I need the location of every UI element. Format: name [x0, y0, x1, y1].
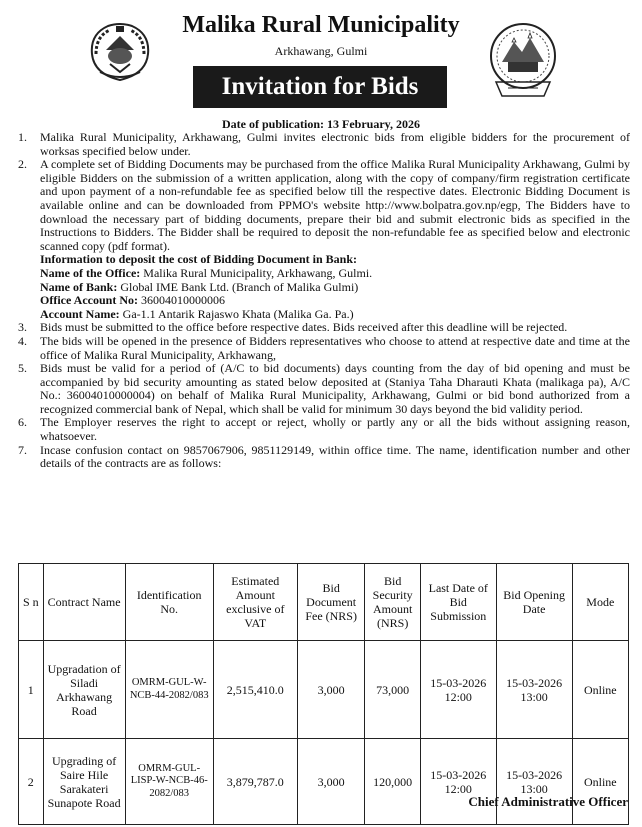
municipality-title: Malika Rural Municipality: [182, 12, 460, 38]
table-cell: 3,000: [297, 641, 365, 739]
notice-body: [18, 131, 630, 471]
table-cell: 15-03-2026 13:00: [496, 641, 572, 739]
col-header-document-fee: Bid Document Fee (NRS): [297, 564, 365, 641]
list-item: 2. A complete set of Bidding Documents may be purchased from the office Malika Rural Municipality Arkhawang, Gulmi by eligible Bidders on the submission of a written application, along with the copy of company/firm registration certificate and upon payment of a non-refundable fee as specified below till the respective dates. Electronic Bidding Document is available online and can be downloaded from PPMO's website http://www.bolpatra.gov.np/egp, The Bidders have to download the necessary part of bidding documents, prepare their bid and submit electronic bids as specified in the Instructions to Bidders. The Bidder shall be required to deposit the non-refundable fee as specified below and electronic scanned copy (pdf format).: [18, 157, 630, 253]
list-item: 3. Bids must be submitted to the office before respective dates. Bids received after this deadline will be rejected.: [18, 320, 568, 335]
bank-info: [18, 253, 630, 321]
col-header-opening-date: Bid Opening Date: [496, 564, 572, 641]
col-header-last-date: Last Date of Bid Submission: [420, 564, 496, 641]
bank-name-line: Name of Bank: Global IME Bank Ltd. (Branch of Malika Gulmi): [40, 279, 359, 294]
table-cell: OMRM-GUL-LISP-W-NCB-46-2082/083: [125, 739, 213, 825]
col-header-security-amount: Bid Security Amount (NRS): [365, 564, 420, 641]
table-cell: Upgrading of Saire Hile Sarakateri Sunapote Road: [43, 739, 125, 825]
table-cell: 2: [19, 739, 44, 825]
list-item: 6. The Employer reserves the right to accept or reject, wholly or partly any or all the bids without assigning reason, whatsoever.: [18, 415, 630, 444]
table-header-row: [19, 564, 629, 641]
notice-list: [18, 131, 630, 471]
col-header-sn: S n: [19, 564, 44, 641]
bank-account-name-line: Account Name: Ga-1.1 Antarik Rajaswo Khata (Malika Ga. Pa.): [40, 306, 354, 321]
municipality-logo-icon: [488, 18, 558, 100]
table-cell: OMRM-GUL-W-NCB-44-2082/083: [125, 641, 213, 739]
table-cell: 1: [19, 641, 44, 739]
bank-heading: Information to deposit the cost of Bidding Document in Bank:: [40, 252, 358, 267]
col-header-contract-name: Contract Name: [43, 564, 125, 641]
table-cell: 3,879,787.0: [213, 739, 297, 825]
table-row: [19, 641, 629, 739]
table-cell: 2,515,410.0: [213, 641, 297, 739]
invitation-banner: Invitation for Bids: [193, 66, 447, 108]
bank-office-line: Name of the Office: Malika Rural Municipality, Arkhawang, Gulmi.: [40, 265, 373, 280]
table-cell: 73,000: [365, 641, 420, 739]
table-row: [19, 739, 629, 825]
table-cell: 15-03-2026 13:00: [496, 739, 572, 825]
list-item: 4. The bids will be opened in the presence of Bidders representatives who choose to attend at respective date and time at the office of Malika Rural Municipality, Arkhawang,: [18, 333, 630, 362]
list-item: 7. Incase confusion contact on 9857067906, 9851129149, within office time. The name, identification number and other details of the contracts are as follows:: [18, 442, 630, 471]
table-cell: 120,000: [365, 739, 420, 825]
contracts-table: [18, 563, 629, 825]
col-header-estimated-amount: Estimated Amount exclusive of VAT: [213, 564, 297, 641]
table-cell: 15-03-2026 12:00: [420, 739, 496, 825]
signatory-title: Chief Administrative Officer: [468, 794, 628, 809]
table-cell: Online: [572, 641, 628, 739]
col-header-identification: Identification No.: [125, 564, 213, 641]
list-item: 1. Malika Rural Municipality, Arkhawang, Gulmi invites electronic bids from eligible bidders for the procurement of worksas specified below under.: [18, 130, 630, 158]
municipality-address: Arkhawang, Gulmi: [274, 44, 368, 58]
table-cell: Online: [572, 739, 628, 825]
table-cell: 3,000: [297, 739, 365, 825]
col-header-mode: Mode: [572, 564, 628, 641]
table-cell: 15-03-2026 12:00: [420, 641, 496, 739]
list-item: 5. Bids must be valid for a period of (A/C to bid documents) days counting from the day of bid opening and must be accompanied by bid security amounting as stated below deposited at (Staniya Taha Dharauti Khata (malikaga pa), A/C No.: 36004010000004) on behalf of Malika Rural Municipality, Arkhawang, Gulmi or bid bond authorized from a recognized commercial bank of Nepal, which shall be valid for minimum 30 days beyond the bid validity period.: [18, 361, 630, 416]
bank-account-no-line: Office Account No: 36004010000006: [40, 293, 225, 308]
table-cell: Upgradation of Siladi Arkhawang Road: [43, 641, 125, 739]
publication-date: Date of publication: 13 February, 2026: [222, 117, 420, 131]
